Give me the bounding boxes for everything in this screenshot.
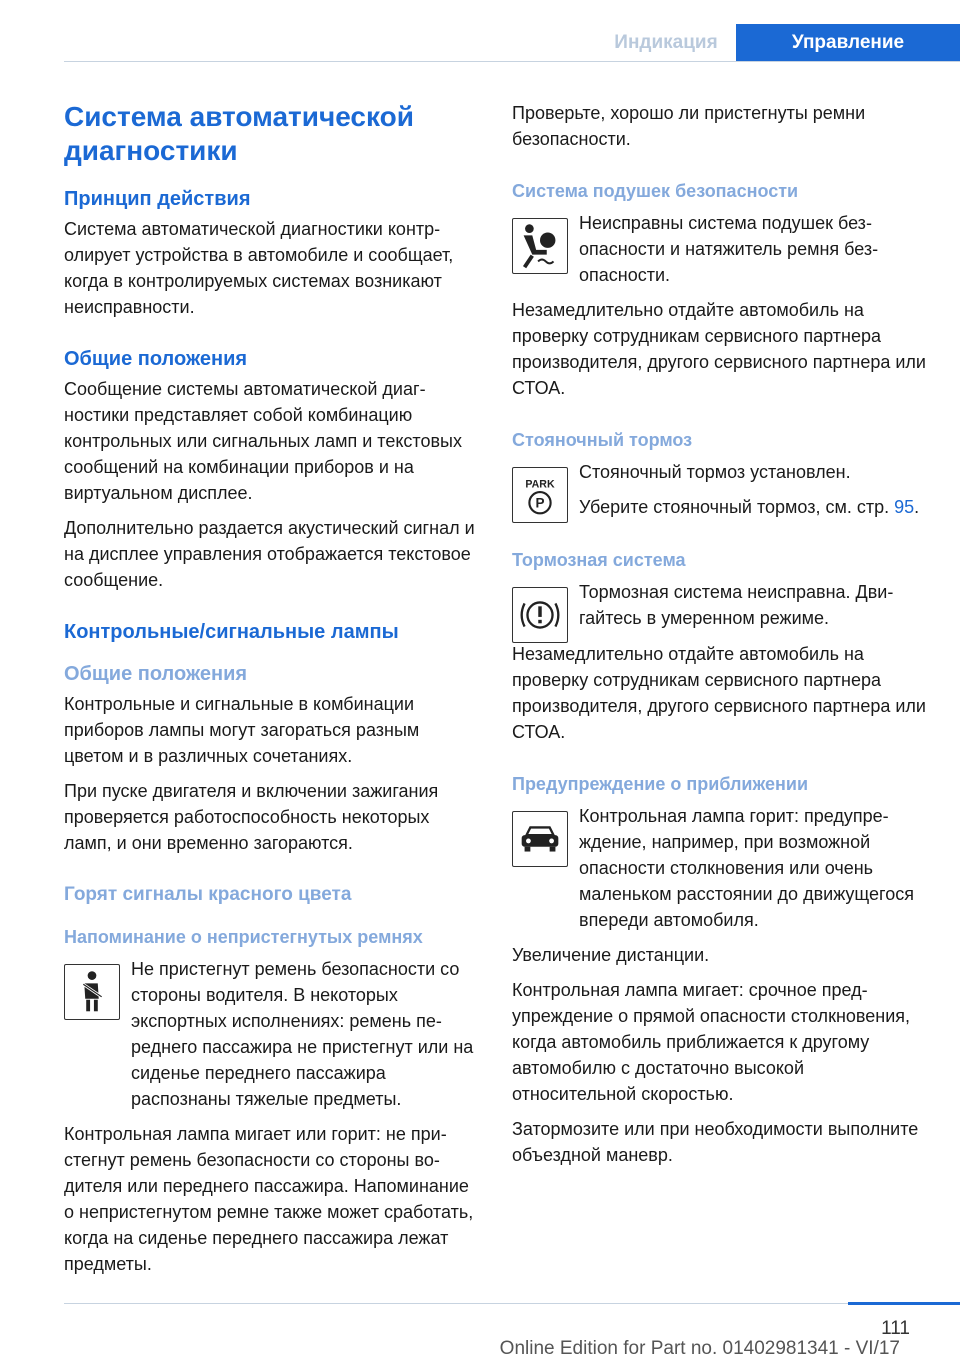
paragraph: Система автоматической диагностики контролирует устройства в автомобиле и сообщает, когда в контролируемых системах возникают неисправности.	[64, 219, 454, 317]
paragraph: Неисправны система подушек безопасности и натяжитель ремня безопасности.	[579, 213, 879, 285]
header-divider	[64, 61, 960, 62]
page-link-95[interactable]: 95	[894, 497, 915, 517]
paragraph: Контрольная лампа мигает: срочное предупреждение о прямой опасности столкновения, когда автомобиль приближается к другому автомобилю с достаточно высокой относительной скоростью.	[512, 980, 911, 1104]
collision-warning-icon	[512, 811, 568, 867]
brake-warning-icon	[512, 587, 568, 643]
park-brake-icon	[512, 467, 568, 523]
paragraph: Стояночный тормоз установлен.	[579, 462, 851, 482]
paragraph: Тормозная система неисправна. Двигайтесь в умеренном режиме.	[579, 582, 894, 628]
paragraph: Незамедлительно отдайте автомобиль на проверку сотрудникам сервисного партнера производителя, другого сервисного партнера или СТОА.	[512, 644, 926, 742]
left-column	[64, 100, 482, 1286]
paragraph: Дополнительно раздается акустический сигнал и на дисплее управления отображается текстовое сообщение.	[64, 518, 475, 590]
icon-block-seatbelt	[64, 956, 482, 1112]
paragraph: Незамедлительно отдайте автомобиль на проверку сотрудникам сервисного партнера производителя, другого сервисного партнера или СТОА.	[512, 300, 926, 398]
section-heading-parking-brake: Стояночный тормоз	[512, 430, 693, 450]
section-heading-brake-system: Тормозная система	[512, 550, 686, 570]
icon-block-park	[512, 459, 928, 521]
paragraph: Увеличение дистанции.	[512, 945, 710, 965]
section-heading-collision: Предупреждение о приближении	[512, 774, 809, 794]
airbag-icon	[512, 218, 568, 274]
collision-text: Контрольная лампа горит: предупреждение, например, при возможной опасности столкновения или очень маленьком расстоянии до движущегося впереди автомобиля.	[579, 806, 914, 930]
park-ref-text: Уберите стояночный тормоз, см. стр.	[579, 497, 895, 517]
seatbelt-text: Не пристегнут ремень безопасности со стороны водителя. В некоторых экспортных исполнениях: ремень переднего пассажира не пристегнут или на сиденье переднего пассажира распознаны тяжелые предметы.	[131, 959, 474, 1109]
section-heading-seatbelt: Напоминание о непристегнутых ремнях	[64, 927, 423, 947]
section-heading-general-2: Общие положения	[64, 663, 248, 685]
svg-text:P: P	[535, 495, 545, 511]
paragraph: Контрольная лампа мигает или горит: не пристегнут ремень безопасности со стороны водителя или переднего пассажира. Напоминание о непристегнутом ремне также может сработать, когда на сиденье переднего пассажира лежат предметы.	[64, 1124, 474, 1274]
icon-block-brake	[512, 579, 928, 641]
section-heading-airbag: Система подушек безопасности	[512, 181, 799, 201]
paragraph	[579, 803, 928, 933]
right-column	[512, 100, 928, 1177]
paragraph: Проверьте, хорошо ли пристегнуты ремни безопасности.	[512, 103, 866, 149]
paragraph: Контрольные и сигнальные в комбинации приборов лампы могут загораться разным цветом и в различных сочетаниях.	[64, 694, 420, 766]
section-heading-lamps: Контрольные/сигнальные лампы	[64, 621, 399, 643]
icon-block-airbag	[512, 210, 928, 288]
paragraph: При пуске двигателя и включении зажигания проверяется работоспособность некоторых ламп, и они временно загораются.	[64, 781, 439, 853]
edition-note: Online Edition for Part no. 01402981341 - VI/17	[499, 1338, 900, 1359]
park-icon-label: PARK	[525, 478, 555, 491]
paragraph	[131, 956, 482, 1112]
footer-accent-bar	[848, 1302, 960, 1305]
park-ref-suffix: .	[914, 497, 920, 517]
paragraph	[579, 494, 928, 520]
tab-controls[interactable]: Управление	[736, 24, 960, 62]
page-header	[0, 0, 960, 62]
section-heading-red-lights: Горят сигналы красного цвета	[64, 884, 352, 905]
tab-indication[interactable]: Индикация	[614, 32, 718, 53]
paragraph: Сообщение системы автоматической диагностики представляет собой комбинацию контрольных или сигнальных ламп и текстовых сообщений на комбинации приборов и на виртуальном дисплее.	[64, 379, 462, 503]
page-number: 111	[881, 1318, 910, 1339]
paragraph: Затормозите или при необходимости выполните объездной маневр.	[512, 1119, 919, 1165]
section-heading-general: Общие положения	[64, 348, 248, 370]
page-title: Система автоматической диагностики	[64, 101, 414, 166]
icon-block-collision	[512, 803, 928, 933]
footer-divider	[64, 1303, 960, 1304]
section-heading-principle: Принцип действия	[64, 188, 251, 210]
seatbelt-icon	[64, 964, 120, 1020]
